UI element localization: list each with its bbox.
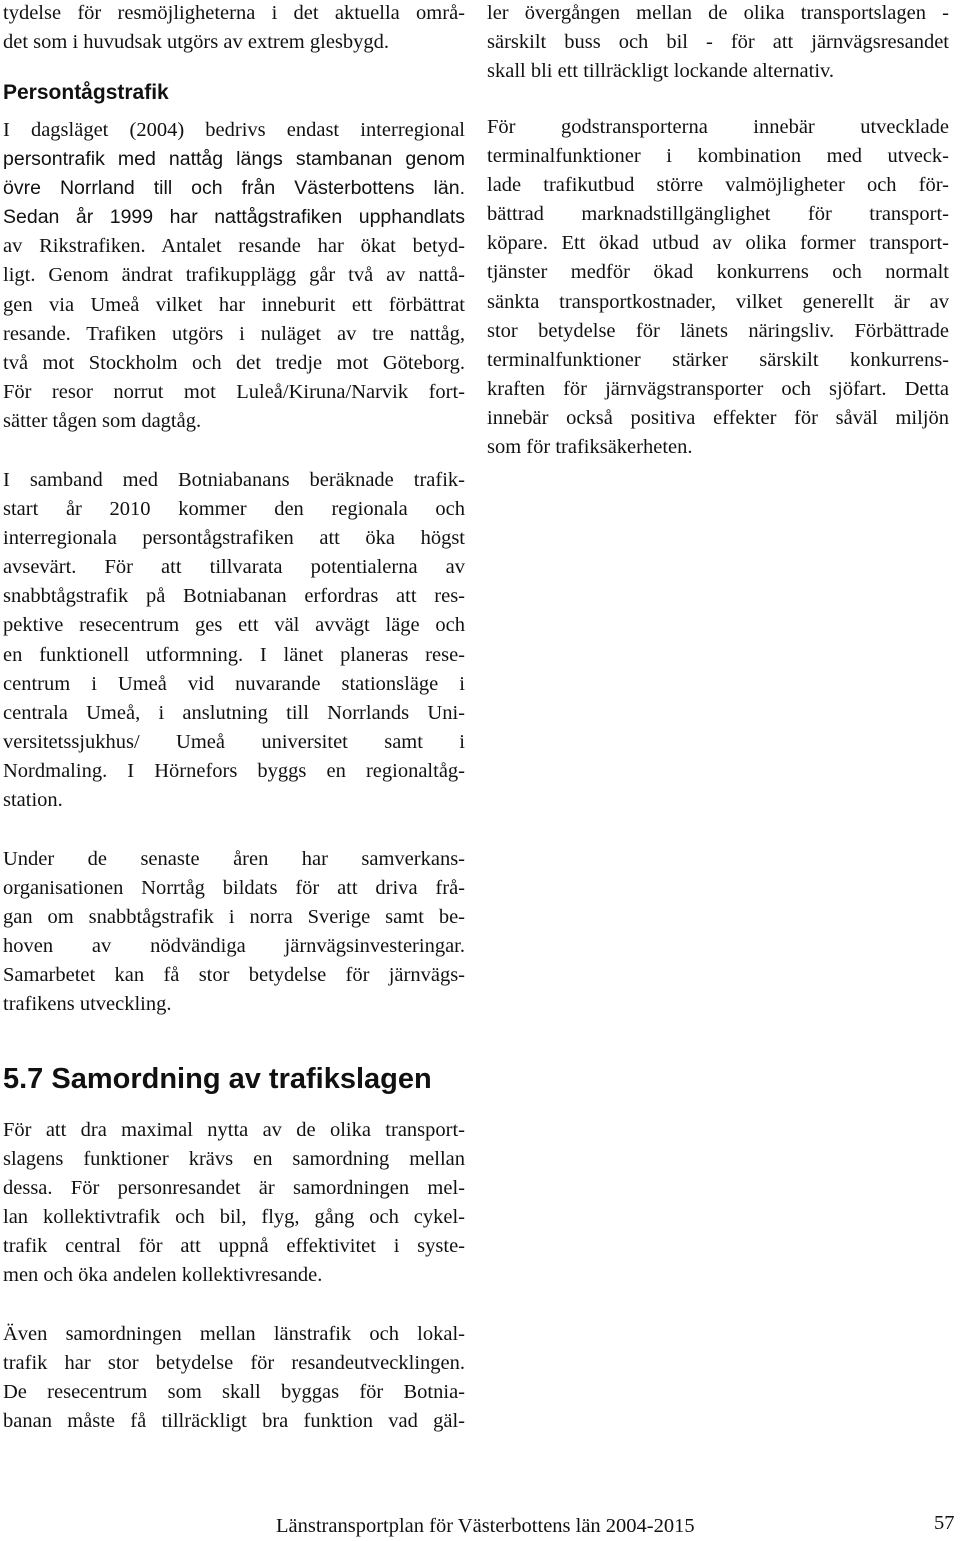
norrtag-paragraph bbox=[3, 845, 465, 1020]
text-line: De resecentrum som skall byggas för Botnia- bbox=[3, 1381, 465, 1404]
text-line: banan måste få tillräckligt bra funktion vad gäl- bbox=[3, 1410, 465, 1433]
intro-paragraph bbox=[3, 0, 465, 57]
text-line: innebär också positiva effekter för såväl miljön bbox=[487, 406, 949, 429]
text-line: persontrafik med nattåg längs stambanan genom bbox=[3, 148, 465, 171]
text-line: som för trafiksäkerheten. bbox=[487, 436, 693, 459]
text-line: centrala Umeå, i anslutning till Norrlands Uni- bbox=[3, 701, 465, 724]
text-line: köpare. Ett ökad utbud av olika former transport- bbox=[487, 232, 949, 255]
text-line: pektive resecentrum ges ett väl avvägt läge och bbox=[3, 614, 465, 637]
text-line: trafikens utveckling. bbox=[3, 993, 172, 1016]
text-line: I dagsläget (2004) bedrivs endast interregional bbox=[3, 119, 465, 141]
text-line: övre Norrland till och från Västerbottens län. bbox=[3, 177, 465, 200]
persontag-paragraph bbox=[3, 116, 465, 436]
text-line: lade trafikutbud större valmöjligheter och för- bbox=[487, 174, 949, 197]
botnia-paragraph bbox=[3, 466, 465, 815]
footer-title: Länstransportplan för Västerbottens län 2004-2015 bbox=[276, 1515, 695, 1537]
lanstrafik-paragraph bbox=[3, 1320, 465, 1436]
text-line: det som i huvudsak utgörs av extrem glesbygd. bbox=[3, 31, 390, 54]
text-line: lan kollektivtrafik och bil, flyg, gång och cykel- bbox=[3, 1206, 465, 1229]
text-line: hoven av nödvändiga järnvägsinvesteringar. bbox=[3, 935, 465, 958]
text-line: gen via Umeå vilket har inneburit ett förbättrat bbox=[3, 293, 465, 316]
text-line: sänkta transportkostnader, vilket generellt är av bbox=[487, 290, 949, 313]
text-line: trafik har stor betydelse för resandeutvecklingen. bbox=[3, 1352, 465, 1375]
text-line: särskilt buss och bil - för att järnvägsresandet bbox=[487, 31, 949, 54]
text-line: tydelse för resmöjligheterna i det aktuella områ- bbox=[3, 2, 465, 24]
text-line: interregionala persontågstrafiken att öka högst bbox=[3, 527, 465, 550]
text-line: terminalfunktioner i kombination med utveck- bbox=[487, 145, 949, 168]
text-line: två mot Stockholm och det tredje mot Göteborg. bbox=[3, 351, 465, 374]
text-line: stor betydelse för länets näringsliv. Förbättrade bbox=[487, 319, 949, 342]
text-line: snabbtågstrafik på Botniabanan erfordras att res- bbox=[3, 585, 465, 608]
text-line: versitetssjukhus/ Umeå universitet samt i bbox=[3, 730, 465, 753]
text-line: För att dra maximal nytta av de olika transport- bbox=[3, 1119, 465, 1141]
text-line: avsevärt. För att tillvarata potentialerna av bbox=[3, 556, 465, 579]
text-line: I samband med Botniabanans beräknade trafik- bbox=[3, 469, 465, 491]
text-line: start år 2010 kommer den regionala och bbox=[3, 498, 465, 521]
section-heading: 5.7 Samordning av trafikslagen bbox=[3, 1063, 432, 1095]
text-line: Nordmaling. I Hörnefors byggs en regionaltåg- bbox=[3, 759, 465, 782]
text-line: men och öka andelen kollektivresande. bbox=[3, 1264, 323, 1287]
gods-paragraph bbox=[487, 113, 949, 462]
text-line: kraften för järnvägstransporter och sjöfart. Detta bbox=[487, 377, 949, 400]
text-line: Sedan år 1999 har nattågstrafiken upphandlats bbox=[3, 206, 465, 229]
text-line: trafik central för att uppnå effektivitet i syste- bbox=[3, 1235, 465, 1258]
text-line: gan om snabbtågstrafik i norra Sverige samt be- bbox=[3, 906, 465, 929]
text-line: För resor norrut mot Luleå/Kiruna/Narvik fort- bbox=[3, 380, 465, 403]
text-line: organisationen Norrtåg bildats för att driva frå- bbox=[3, 877, 465, 900]
text-line: ligt. Genom ändrat trafikupplägg går två av nattå- bbox=[3, 264, 465, 287]
page-number: 57 bbox=[934, 1512, 955, 1534]
text-line: Under de senaste åren har samverkans- bbox=[3, 848, 465, 870]
text-line: tjänster medför ökad konkurrens och normalt bbox=[487, 261, 949, 284]
text-line: Även samordningen mellan länstrafik och lokal- bbox=[3, 1323, 465, 1345]
text-line: terminalfunktioner stärker särskilt konkurrens- bbox=[487, 348, 949, 371]
text-line: sätter tågen som dagtåg. bbox=[3, 409, 202, 432]
text-line: bättrad marknadstillgänglighet för transport- bbox=[487, 203, 949, 226]
text-line: en funktionell utformning. I länet planeras rese- bbox=[3, 643, 465, 666]
text-line: skall bli ett tillräckligt lockande alternativ. bbox=[487, 60, 835, 83]
text-line: slagens funktioner krävs en samordning mellan bbox=[3, 1148, 465, 1171]
continuation-paragraph bbox=[487, 0, 949, 86]
text-line: Samarbetet kan få stor betydelse för järnvägs- bbox=[3, 964, 465, 987]
text-line: För godstransporterna innebär utvecklade bbox=[487, 116, 949, 138]
text-line: centrum i Umeå vid nuvarande stationsläge i bbox=[3, 672, 465, 695]
persontag-heading: Persontågstrafik bbox=[3, 81, 169, 104]
text-line: ler övergången mellan de olika transportslagen - bbox=[487, 2, 949, 24]
text-line: station. bbox=[3, 789, 63, 812]
text-line: av Rikstrafiken. Antalet resande har ökat betyd- bbox=[3, 235, 465, 258]
samordning-paragraph bbox=[3, 1116, 465, 1291]
text-line: resande. Trafiken utgörs i nuläget av tre nattåg, bbox=[3, 322, 465, 345]
text-line: dessa. För personresandet är samordningen mel- bbox=[3, 1177, 465, 1200]
